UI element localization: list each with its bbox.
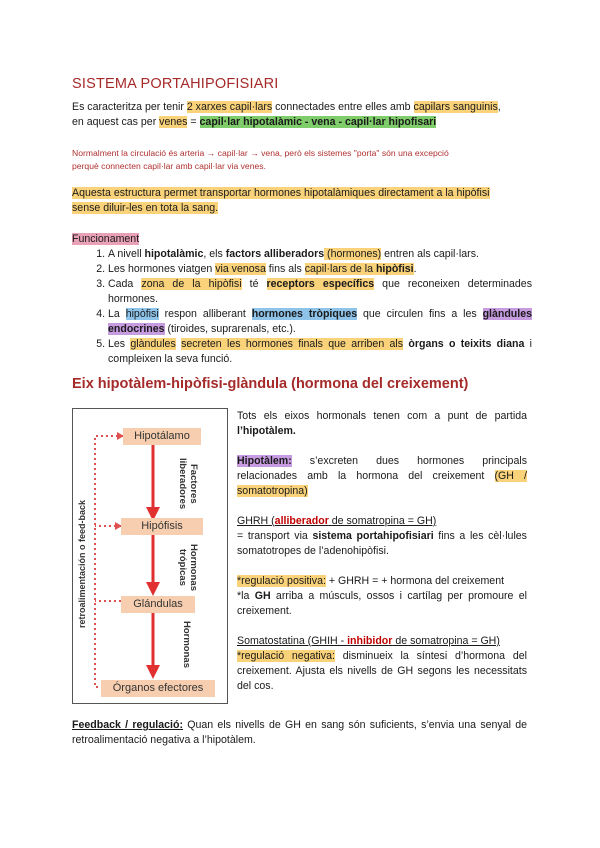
section-heading: Eix hipotàlem-hipòfisi-glàndula (hormona del creixement) [72,376,469,392]
intro-paragraph: Es caracteritza per tenir 2 xarxes capil·lars connectades entre elles amb capilars sanguinis, en aquest cas per venes = capil·lar hipotalàmic - vena - capil·lar hipofisari [72,101,501,128]
feedback-label: retroalimentación o feed-back [77,499,87,629]
functioning-list [72,247,532,367]
hormone-axis-diagram [72,408,228,704]
right-column: Tots els eixos hormonals tenen com a punt de partida l’hipotàlem. Hipotàlem: s’excreten dues hormones principals relacionades amb la hormona del creixement (GH / somatotropina) GHRH (alliberador de somatropina = GH) = transport via sistema portahipofisiari fins a les cèl·lules somatotropes de l’adenohipòfisi. *regulació positiva: + GHRH = + hormona del creixement *la GH arriba a músculs, ossos i cartílag per promoure el creixement. Somatostatina (GHIH - inhibidor de somatropina = GH) *regulació negativa: disminueix la síntesi d’hormona del creixement. Ajusta els nivells de GH segons les necessitats del cos. [237,410,527,692]
list-item: 5. Les glàndules secreten les hormones finals que arriben als òrgans o teixits diana i compleixen la seva funció. [108,337,532,367]
somatostatin-paragraph: Somatostatina (GHIH - inhibidor de somatropina = GH) [237,635,500,647]
functioning-section [72,232,532,367]
tropic-hormones-label: Hormonas trópicas [177,543,199,591]
ghrh-paragraph: GHRH (alliberador de somatropina = GH) [237,515,437,527]
functioning-heading: Funcionament [72,233,140,245]
list-item: 3. Cada zona de la hipòfisi té receptors específics que reconeixen determinades hormones. [108,277,532,307]
circulation-note: Normalment la circulació és arteria → capil·lar → vena, però els sistemes "porta" són una excepció perquè connecten capil·lar amb capil·lar via venes. [72,148,449,171]
hormones-label: Hormonas [181,621,192,668]
list-item: 1. A nivell hipotalàmic, els factors alliberadors (hormones) entren als capil·lars. [108,247,532,262]
pituitary-box: Hipófisis [121,518,203,535]
negative-regulation: *regulació negativa: disminueix la síntesi d’hormona del creixement. Ajusta els nivells de GH segons les necessitats del cos. [237,650,527,692]
diagram-arrows [73,409,227,703]
hypothalamus-paragraph: Hipotàlem: s’excreten dues hormones principals relacionades amb la hormona del creixement (GH / somatotropina) [237,455,527,497]
page-title: SISTEMA PORTAHIPOFISIARI [72,76,279,92]
positive-regulation: *regulació positiva: + GHRH = + hormona del creixement [237,575,505,587]
hypothalamus-box: Hipotálamo [123,428,201,445]
releasing-factors-label: Factores liberadores [177,458,199,510]
list-item: 2. Les hormones viatgen via venosa fins als capil·lars de la hipòfisi. [108,262,532,277]
list-item: 4. La hipòfisi respon alliberant hormones tròpiques que circulen fins a les glàndules endocrines (tiroides, suprarenals, etc.). [108,307,532,337]
effector-organs-box: Órganos efectores [101,680,215,697]
feedback-paragraph: Feedback / regulació: Quan els nivells de GH en sang són suficients, s’envia una senyal de retroalimentació negativa a l’hipotàlem. [72,719,527,746]
glands-box: Glándulas [121,596,195,613]
structure-summary: Aquesta estructura permet transportar hormones hipotalàmiques directament a la hipòfisi sense diluir-les en tota la sang. [72,187,490,214]
gh-effect: *la GH arriba a músculs, ossos i cartílag per promoure el creixement. [237,590,527,617]
axis-intro: Tots els eixos hormonals tenen com a punt de partida l’hipotàlem. [237,410,527,437]
